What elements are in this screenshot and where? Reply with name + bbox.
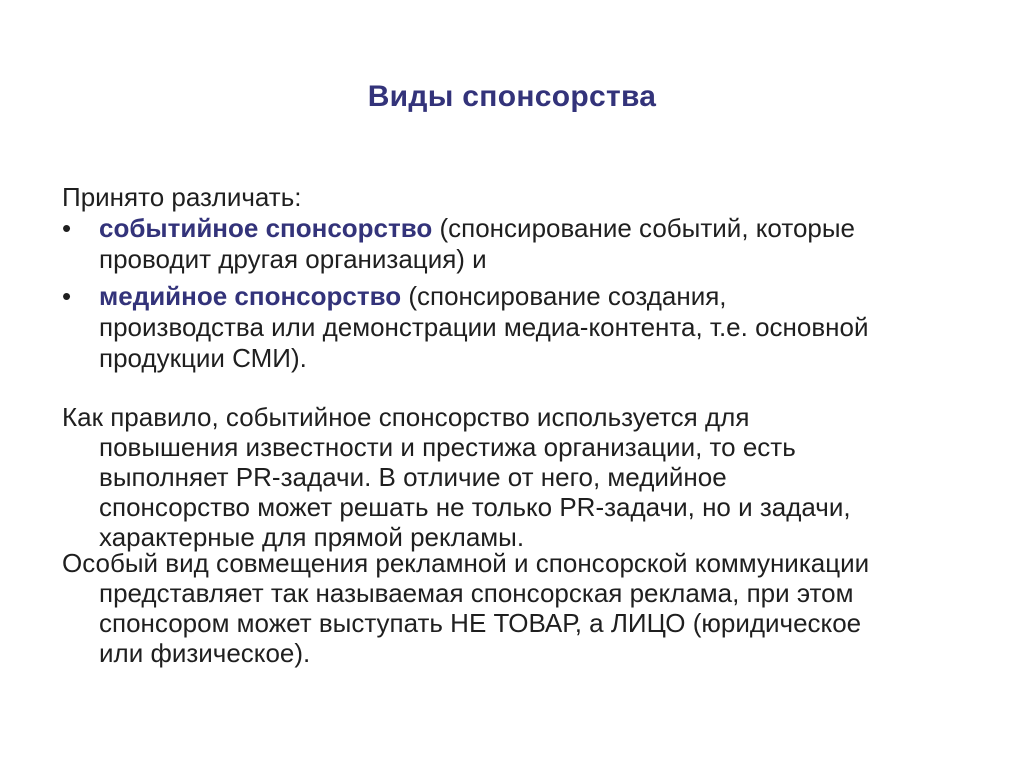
paragraph-line: Особый вид совмещения рекламной и спонсорской коммуникации [62,548,870,578]
bullet-list [62,213,962,380]
bullet-icon: • [62,281,72,311]
paragraph-sponsor-advertising [62,548,962,668]
paragraph-line: спонсором может выступать НЕ ТОВАР, а ЛИЦО (юридическое [99,608,862,638]
bullet-item-media-sponsorship [62,281,962,374]
slide-title: Виды спонсорства [367,80,657,113]
paragraph-line: характерные для прямой рекламы. [99,522,525,552]
paragraph-line: выполняет PR-задачи. В отличие от него, медийное [99,462,727,492]
bullet-text: (спонсирование событий, которые [432,213,856,243]
bullet-item-event-sponsorship [62,213,962,275]
paragraph-line: или физическое). [99,638,311,668]
paragraph-line: повышения известности и престижа организации, то есть [99,432,796,462]
bullet-term: событийное спонсорство [99,213,433,243]
bullet-term: медийное спонсорство [99,281,402,311]
bullet-text: (спонсирование создания, [401,281,727,311]
paragraph-event-vs-media [62,402,962,552]
paragraph-line: представляет так называемая спонсорская реклама, при этом [99,578,854,608]
intro-text: Принято различать: [62,182,302,212]
bullet-icon: • [62,213,72,243]
bullet-text: продукции СМИ). [99,343,307,373]
paragraph-line: спонсорство может решать не только PR-задачи, но и задачи, [99,492,851,522]
bullet-line [99,281,962,312]
bullet-line [99,213,962,244]
bullet-text: проводит другая организация) и [99,244,487,274]
paragraph-line: Как правило, событийное спонсорство используется для [62,402,750,432]
bullet-text: производства или демонстрации медиа-контента, т.е. основной [99,312,869,342]
